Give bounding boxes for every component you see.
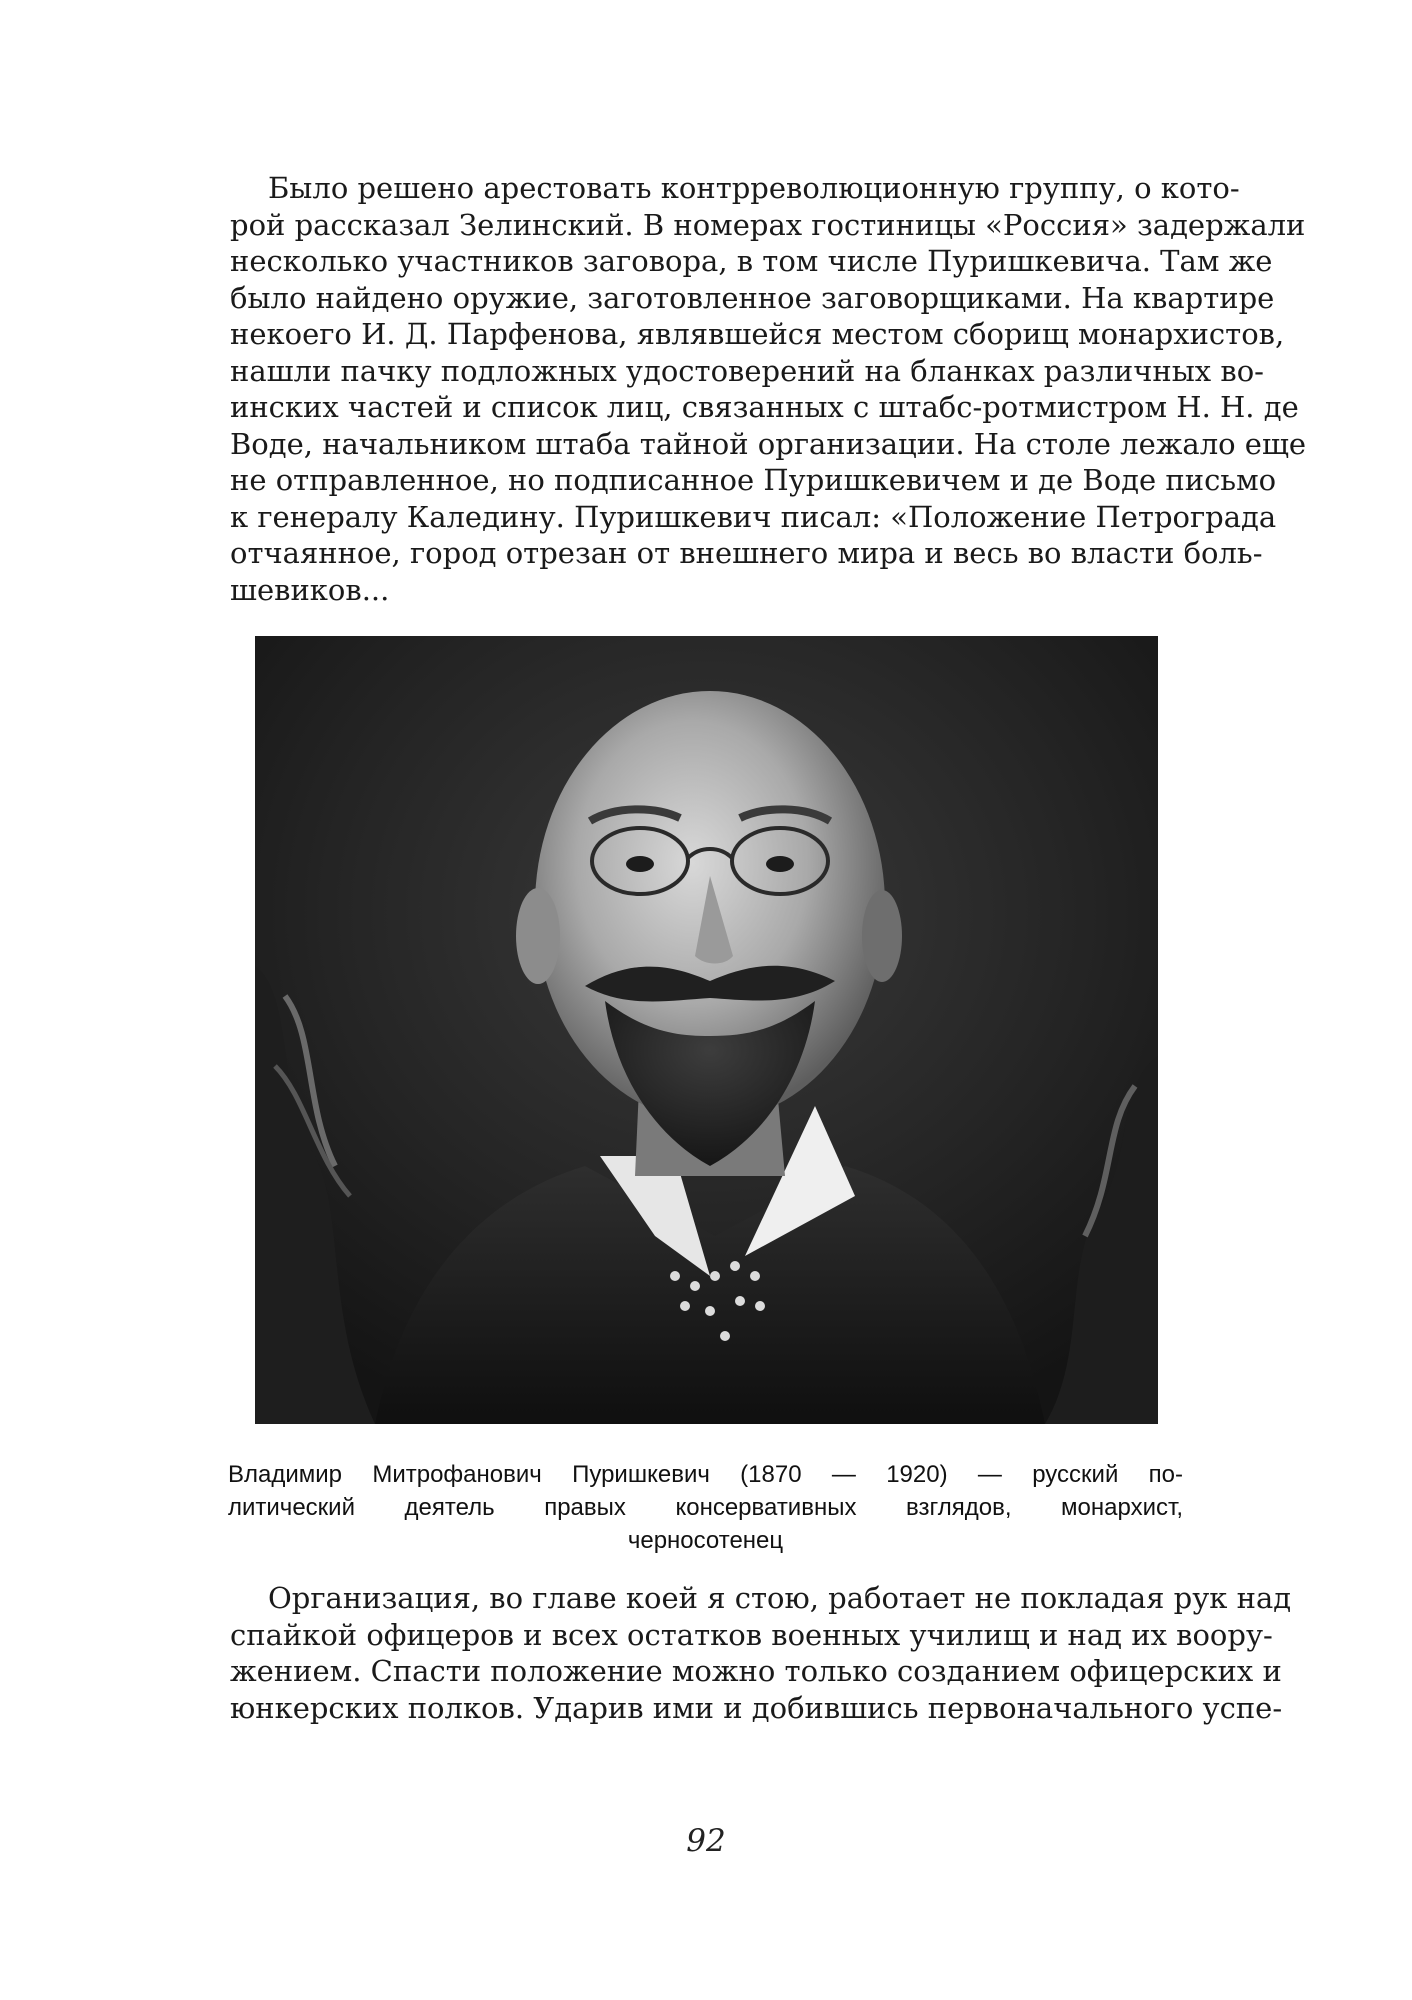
text-line: шевиков... — [230, 572, 390, 607]
text-line: жением. Спасти положение можно только созданием офицерских и — [230, 1654, 1282, 1688]
text-line: несколько участников заговора, в том числе Пуришкевича. Там же — [230, 244, 1273, 278]
text-line: юнкерских полков. Ударив ими и добившись первоначального успе- — [230, 1690, 1283, 1725]
photo-caption — [228, 1458, 1183, 1557]
text-line: инских частей и список лиц, связанных с штабс-ротмистром Н. Н. де — [230, 390, 1299, 424]
text-line: спайкой офицеров и всех остатков военных училищ и над их воору- — [230, 1617, 1273, 1652]
text-line: некоего И. Д. Парфенова, являвшейся местом сборищ монархистов, — [230, 317, 1285, 351]
text-line: Было решено арестовать контрреволюционную группу, о кото- — [268, 171, 1240, 205]
text-line: не отправленное, но подписанное Пуришкевичем и де Воде письмо — [230, 463, 1277, 497]
text-line: отчаянное, город отрезан от внешнего мира и весь во власти боль- — [230, 536, 1263, 570]
caption-line: Владимир Митрофанович Пуришкевич (1870 — 1920) — русский по- — [228, 1461, 1183, 1488]
portrait-illustration — [255, 636, 1158, 1424]
caption-line: литический деятель правых консервативных взглядов, монархист, — [228, 1494, 1183, 1521]
text-line: к генералу Каледину. Пуришкевич писал: «Положение Петрограда — [230, 499, 1277, 534]
paragraph-top — [230, 170, 1307, 608]
paragraph-bottom — [230, 1580, 1292, 1726]
text-line: рой рассказал Зелинский. В номерах гостиницы «Россия» задержали — [230, 207, 1306, 242]
text-line: Воде, начальником штаба тайной организации. На столе лежало еще — [230, 426, 1307, 461]
portrait-photo — [255, 636, 1158, 1424]
text-line: нашли пачку подложных удостоверений на бланках различных во- — [230, 353, 1264, 388]
caption-line: черносотенец — [627, 1527, 784, 1554]
text-line: было найдено оружие, заготовленное заговорщиками. На квартире — [230, 280, 1275, 315]
text-line: Организация, во главе коей я стою, работает не покладая рук над — [268, 1581, 1292, 1615]
page-number: 92 — [686, 1823, 726, 1859]
